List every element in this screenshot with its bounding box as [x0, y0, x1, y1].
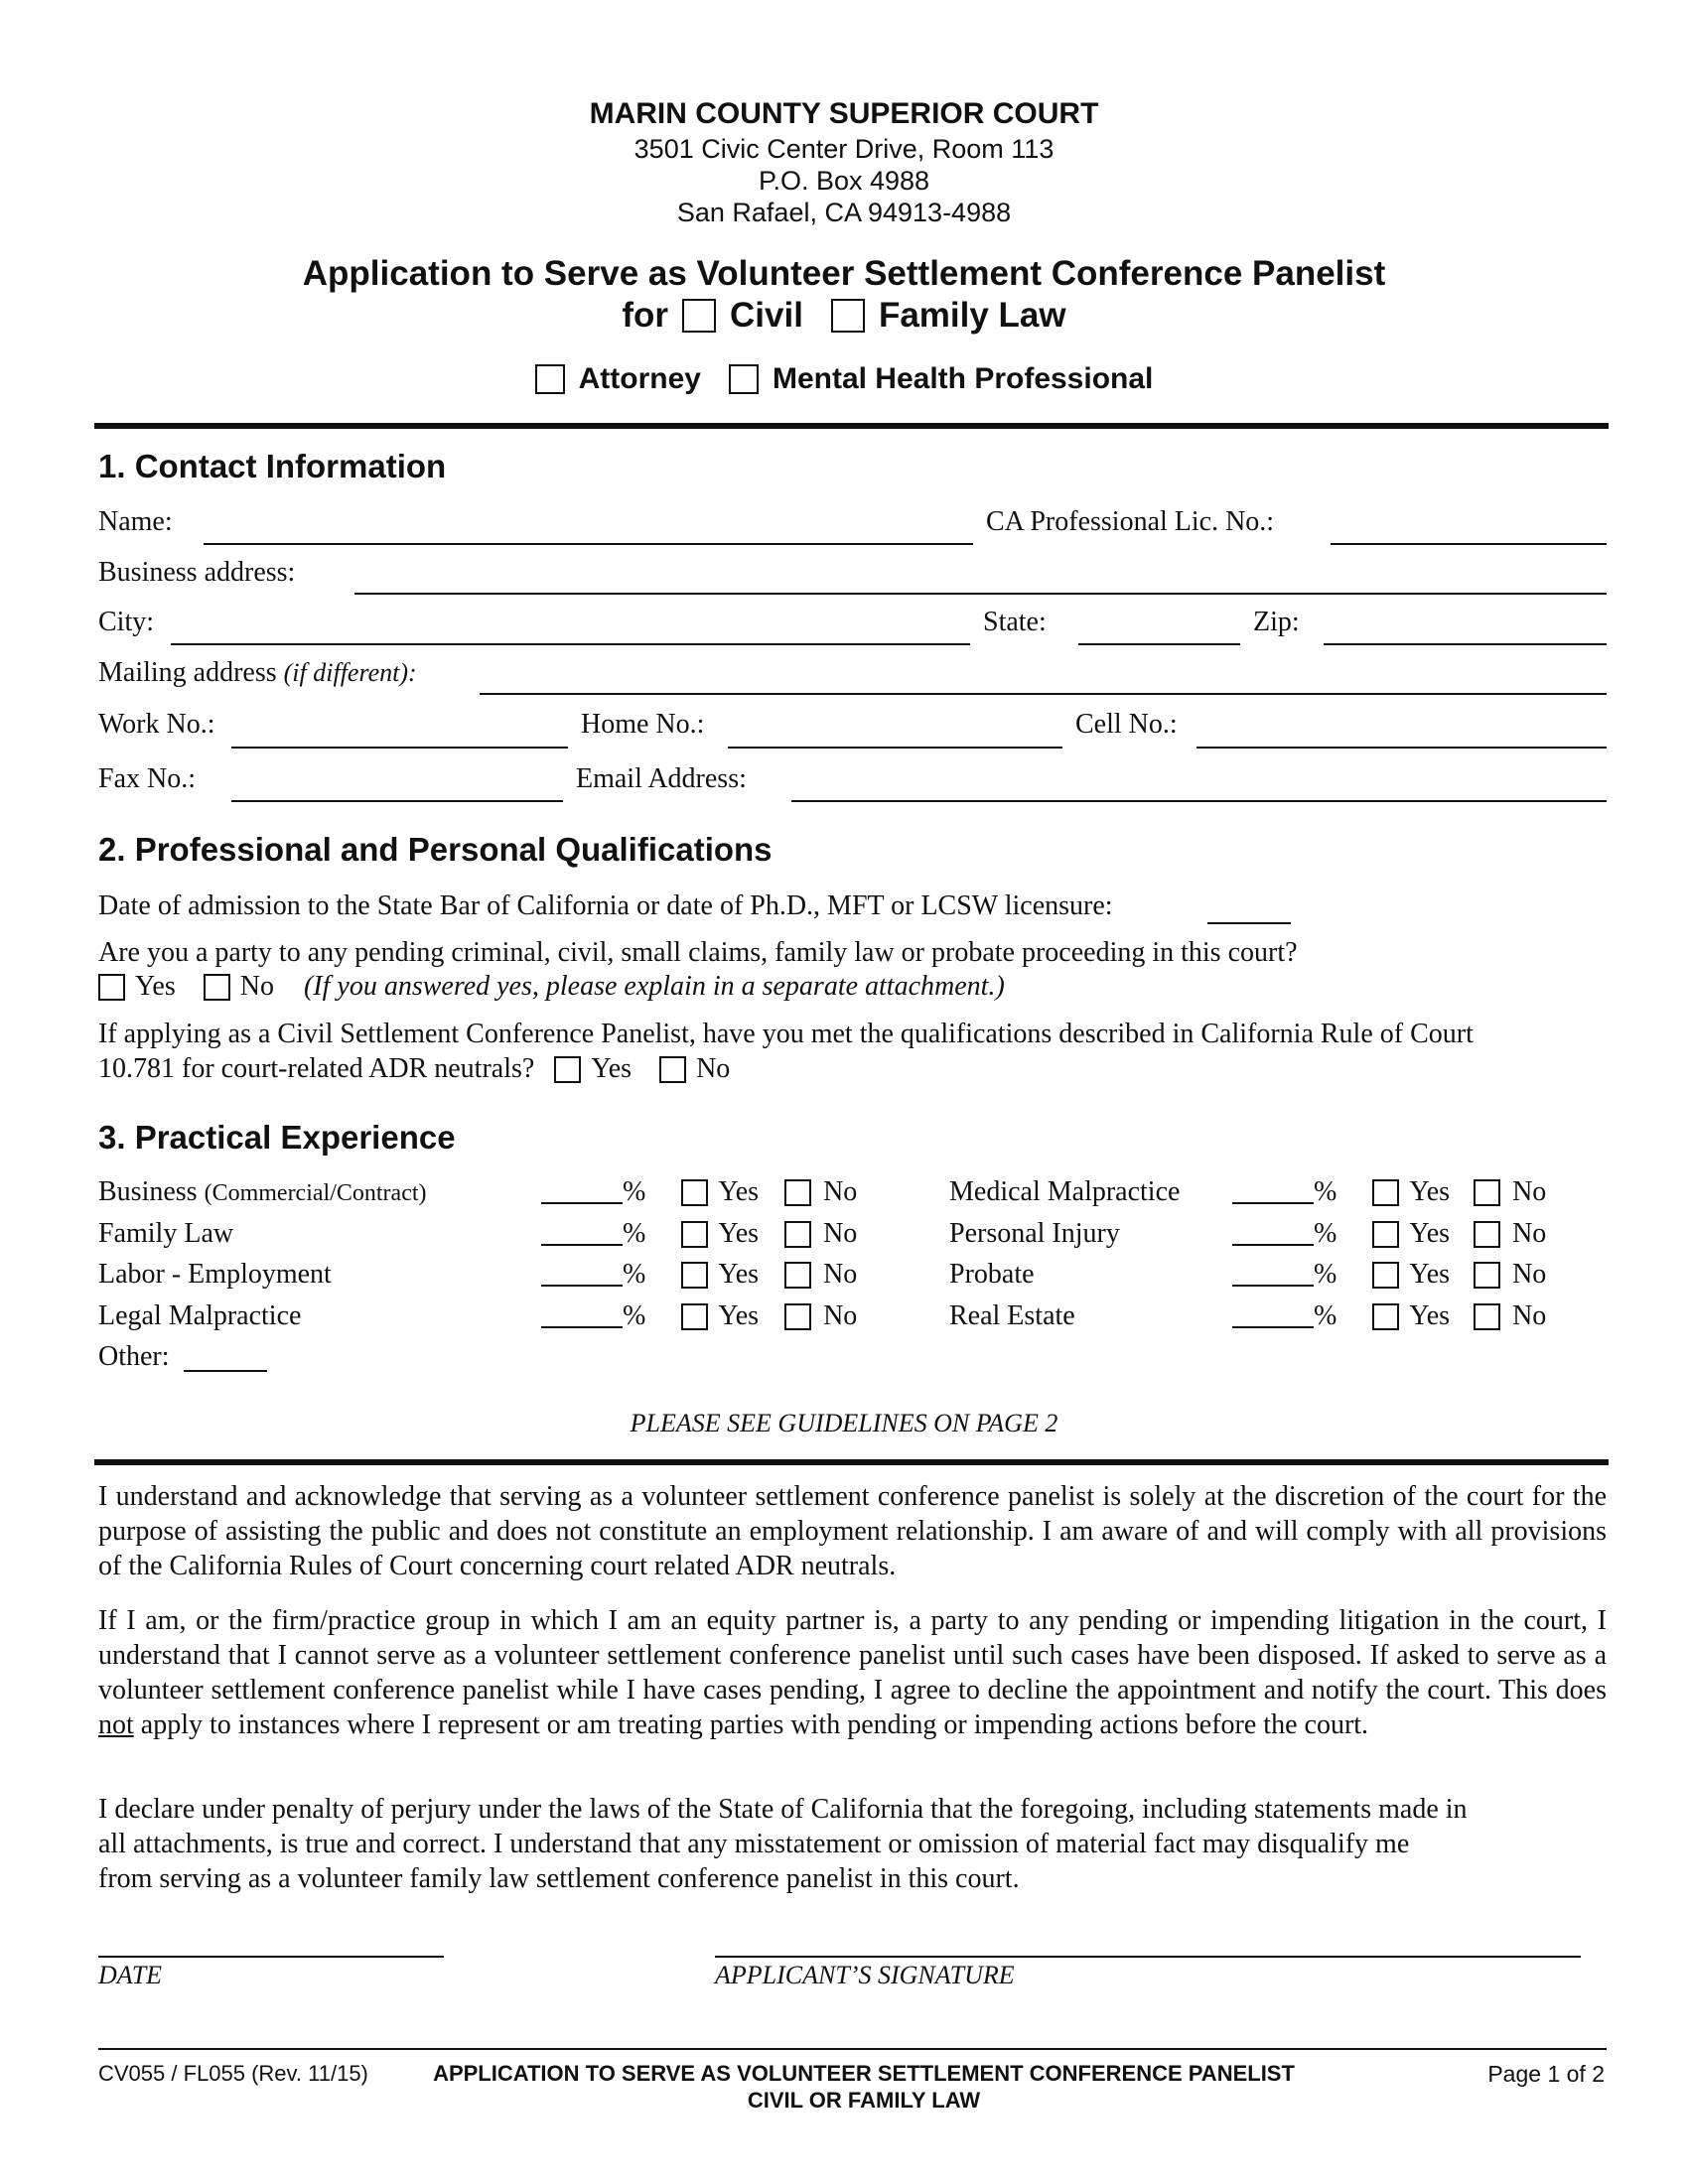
date-line[interactable] [98, 1956, 444, 1958]
experience-real-estate-label: Real Estate [949, 1300, 1075, 1331]
pct-sign: % [1314, 1218, 1337, 1249]
footer-divider [98, 2048, 1607, 2050]
pct-sign: % [623, 1176, 646, 1207]
probate-pct-field[interactable] [1232, 1263, 1314, 1287]
labor-yes-checkbox[interactable] [681, 1262, 708, 1289]
pending-no-label: No [239, 971, 274, 1002]
business-pct-field[interactable] [541, 1180, 623, 1204]
experience-row-labor [541, 1259, 857, 1291]
name-field[interactable] [204, 543, 973, 545]
labor-yes-label: Yes [718, 1259, 760, 1290]
adr-qualification-question-line1: If applying as a Civil Settlement Conference Panelist, have you met the qualifications described in California Rule of Court [98, 1019, 1474, 1049]
experience-legal-malpractice-label: Legal Malpractice [98, 1300, 302, 1331]
admission-date-label: Date of admission to the State Bar of California or date of Ph.D., MFT or LCSW licensure: [98, 890, 1113, 921]
experience-row-family-law [541, 1218, 857, 1250]
medical-malpractice-no-label: No [1512, 1176, 1547, 1207]
adr-yes-label: Yes [591, 1053, 633, 1084]
legal-malpractice-no-checkbox[interactable] [784, 1303, 811, 1330]
legal-malpractice-no-label: No [823, 1300, 858, 1331]
adr-no-checkbox[interactable] [659, 1056, 686, 1083]
state-field[interactable] [1078, 643, 1240, 645]
real-estate-yes-checkbox[interactable] [1372, 1303, 1399, 1330]
court-address-line3: San Rafael, CA 94913-4988 [676, 198, 1012, 227]
legal-malpractice-yes-label: Yes [718, 1300, 760, 1331]
pending-note: (If you answered yes, please explain in a separate attachment.) [303, 971, 1005, 1002]
experience-row-business [541, 1176, 857, 1208]
business-address-field[interactable] [354, 593, 1607, 595]
business-address-label: Business address: [98, 557, 296, 588]
family-law-yes-label: Yes [718, 1218, 760, 1249]
form-number: CV055 / FL055 (Rev. 11/15) [98, 2061, 368, 2086]
footer-title-line1: APPLICATION TO SERVE AS VOLUNTEER SETTLEMENT CONFERENCE PANELIST [433, 2061, 1295, 2086]
mental-health-label: Mental Health Professional [772, 362, 1154, 395]
mailing-label-text: Mailing address [98, 657, 277, 688]
experience-probate-label: Probate [949, 1259, 1035, 1290]
adr-yes-checkbox[interactable] [554, 1056, 581, 1083]
mailing-address-label [98, 657, 417, 689]
experience-medical-malpractice-label: Medical Malpractice [949, 1176, 1181, 1207]
declaration-not-underlined: not [98, 1709, 134, 1740]
city-field[interactable] [171, 643, 970, 645]
declaration-divider [94, 1459, 1609, 1465]
probate-yes-checkbox[interactable] [1372, 1262, 1399, 1289]
for-label: for [622, 296, 669, 335]
medical-malpractice-yes-label: Yes [1409, 1176, 1451, 1207]
declaration-p2-start: If I am, or the firm/practice group in which I am an equity partner is, a party to any pending or impending litigation in the court, I understand that I cannot serve as a volunteer settlement conference panelist until such cases have been disposed. If asked to serve as a volunteer settlement conference panelist while I have cases pending, I agree to decline the appointment and notify the court. This does [98, 1605, 1607, 1706]
license-field[interactable] [1331, 543, 1607, 545]
labor-no-checkbox[interactable] [784, 1262, 811, 1289]
page-number: Page 1 of 2 [1487, 2061, 1605, 2087]
panel-type-row [0, 296, 1688, 336]
court-address-line1: 3501 Civic Center Drive, Room 113 [633, 134, 1055, 164]
signature-line[interactable] [715, 1956, 1581, 1958]
business-no-label: No [823, 1176, 858, 1207]
experience-business-label [98, 1176, 427, 1208]
license-label: CA Professional Lic. No.: [986, 506, 1275, 537]
family-law-no-label: No [823, 1218, 858, 1249]
mailing-address-field[interactable] [480, 693, 1607, 695]
declaration-paragraph-1: I understand and acknowledge that serving as a volunteer settlement conference panelist is solely at the discretion of the court for the purpose of assisting the public and does not constitute an employment relationship. I am aware of and will comply with all provisions of the California Rules of Court concerning court related ADR neutrals. [98, 1481, 1607, 1581]
business-yes-checkbox[interactable] [681, 1179, 708, 1206]
adr-qualification-row [98, 1053, 730, 1085]
fax-no-label: Fax No.: [98, 763, 196, 794]
pending-no-checkbox[interactable] [204, 974, 230, 1001]
name-label: Name: [98, 506, 173, 537]
pending-proceeding-question: Are you a party to any pending criminal, civil, small claims, family law or probate proceeding in this court? [98, 937, 1298, 968]
date-label: DATE [98, 1961, 163, 1989]
experience-labor-label: Labor - Employment [98, 1259, 332, 1290]
experience-family-law-label: Family Law [98, 1218, 234, 1249]
personal-injury-yes-checkbox[interactable] [1372, 1221, 1399, 1248]
state-label: State: [983, 607, 1047, 637]
pct-sign: % [1314, 1259, 1337, 1290]
personal-injury-no-label: No [1512, 1218, 1547, 1249]
zip-label: Zip: [1253, 607, 1300, 637]
footer-title-line2: CIVIL OR FAMILY LAW [747, 2088, 981, 2113]
guidelines-note: PLEASE SEE GUIDELINES ON PAGE 2 [630, 1409, 1058, 1437]
experience-row-probate [1232, 1259, 1546, 1291]
declaration-p3-line3: from serving as a volunteer family law settlement conference panelist in this court. [98, 1863, 1020, 1894]
work-no-label: Work No.: [98, 709, 215, 740]
civil-checkbox[interactable] [682, 299, 716, 333]
pct-sign: % [1314, 1176, 1337, 1207]
family-law-yes-checkbox[interactable] [681, 1221, 708, 1248]
mental-health-checkbox[interactable] [729, 364, 759, 394]
pct-sign: % [623, 1259, 646, 1290]
admission-date-field[interactable] [1207, 922, 1291, 924]
pending-yes-checkbox[interactable] [98, 974, 125, 1001]
pct-sign: % [623, 1300, 646, 1331]
declaration-p2-end: apply to instances where I represent or am treating parties with pending or impending actions before the court. [133, 1709, 1369, 1740]
business-label: Business [98, 1176, 198, 1207]
declaration-p3-line1: I declare under penalty of perjury under the laws of the State of California that the foregoing, including statements made in [98, 1794, 1468, 1825]
experience-row-medical-malpractice [1232, 1176, 1546, 1208]
family-law-pct-field[interactable] [541, 1222, 623, 1246]
probate-yes-label: Yes [1409, 1259, 1451, 1290]
real-estate-pct-field[interactable] [1232, 1304, 1314, 1328]
other-field[interactable] [184, 1370, 267, 1372]
experience-row-real-estate [1232, 1300, 1546, 1332]
other-label: Other: [98, 1341, 170, 1372]
zip-field[interactable] [1324, 643, 1607, 645]
medical-malpractice-pct-field[interactable] [1232, 1180, 1314, 1204]
city-label: City: [98, 607, 155, 637]
email-field[interactable] [791, 800, 1607, 802]
home-no-label: Home No.: [581, 709, 705, 740]
family-law-label: Family Law [878, 296, 1066, 335]
experience-row-legal-malpractice [541, 1300, 857, 1332]
experience-personal-injury-label: Personal Injury [949, 1218, 1120, 1249]
applicant-type-row [0, 362, 1688, 396]
fax-no-field[interactable] [231, 800, 563, 802]
adr-no-label: No [696, 1053, 731, 1084]
business-sub-label: (Commercial/Contract) [204, 1180, 427, 1206]
home-no-field[interactable] [728, 747, 1062, 749]
cell-no-label: Cell No.: [1075, 709, 1178, 740]
probate-no-label: No [1512, 1259, 1547, 1290]
family-law-checkbox[interactable] [831, 299, 865, 333]
probate-no-checkbox[interactable] [1474, 1262, 1500, 1289]
cell-no-field[interactable] [1196, 747, 1607, 749]
section2-heading: 2. Professional and Personal Qualifications [98, 831, 773, 868]
declaration-paragraph-2 [98, 1603, 1607, 1742]
medical-malpractice-no-checkbox[interactable] [1474, 1179, 1500, 1206]
business-yes-label: Yes [718, 1176, 760, 1207]
real-estate-no-label: No [1512, 1300, 1547, 1331]
declaration-paragraph-3 [98, 1792, 1607, 1896]
adr-qualification-question-line2: 10.781 for court-related ADR neutrals? [98, 1053, 535, 1084]
business-no-checkbox[interactable] [784, 1179, 811, 1206]
email-label: Email Address: [576, 763, 747, 794]
pending-yes-label: Yes [135, 971, 176, 1002]
pct-sign: % [623, 1218, 646, 1249]
attorney-label: Attorney [578, 362, 701, 395]
real-estate-yes-label: Yes [1409, 1300, 1451, 1331]
signature-label: APPLICANT’S SIGNATURE [715, 1961, 1015, 1989]
court-name: MARIN COUNTY SUPERIOR COURT [589, 97, 1099, 130]
mailing-note: (if different): [283, 658, 417, 687]
legal-malpractice-pct-field[interactable] [541, 1304, 623, 1328]
declaration-p3-line2: all attachments, is true and correct. I understand that any misstatement or omission of material fact may disqualify me [98, 1829, 1410, 1859]
labor-pct-field[interactable] [541, 1263, 623, 1287]
labor-no-label: No [823, 1259, 858, 1290]
pending-proceeding-answer-row [98, 971, 1005, 1003]
form-title: Application to Serve as Volunteer Settlement Conference Panelist [302, 254, 1386, 293]
family-law-no-checkbox[interactable] [784, 1221, 811, 1248]
personal-injury-pct-field[interactable] [1232, 1222, 1314, 1246]
section3-heading: 3. Practical Experience [98, 1119, 456, 1156]
work-no-field[interactable] [231, 747, 568, 749]
civil-label: Civil [730, 296, 803, 335]
pct-sign: % [1314, 1300, 1337, 1331]
attorney-checkbox[interactable] [535, 364, 565, 394]
legal-malpractice-yes-checkbox[interactable] [681, 1303, 708, 1330]
header-divider [94, 423, 1609, 429]
personal-injury-no-checkbox[interactable] [1474, 1221, 1500, 1248]
personal-injury-yes-label: Yes [1409, 1218, 1451, 1249]
medical-malpractice-yes-checkbox[interactable] [1372, 1179, 1399, 1206]
real-estate-no-checkbox[interactable] [1474, 1303, 1500, 1330]
experience-row-personal-injury [1232, 1218, 1546, 1250]
section1-heading: 1. Contact Information [98, 448, 447, 484]
court-address-line2: P.O. Box 4988 [758, 166, 930, 196]
